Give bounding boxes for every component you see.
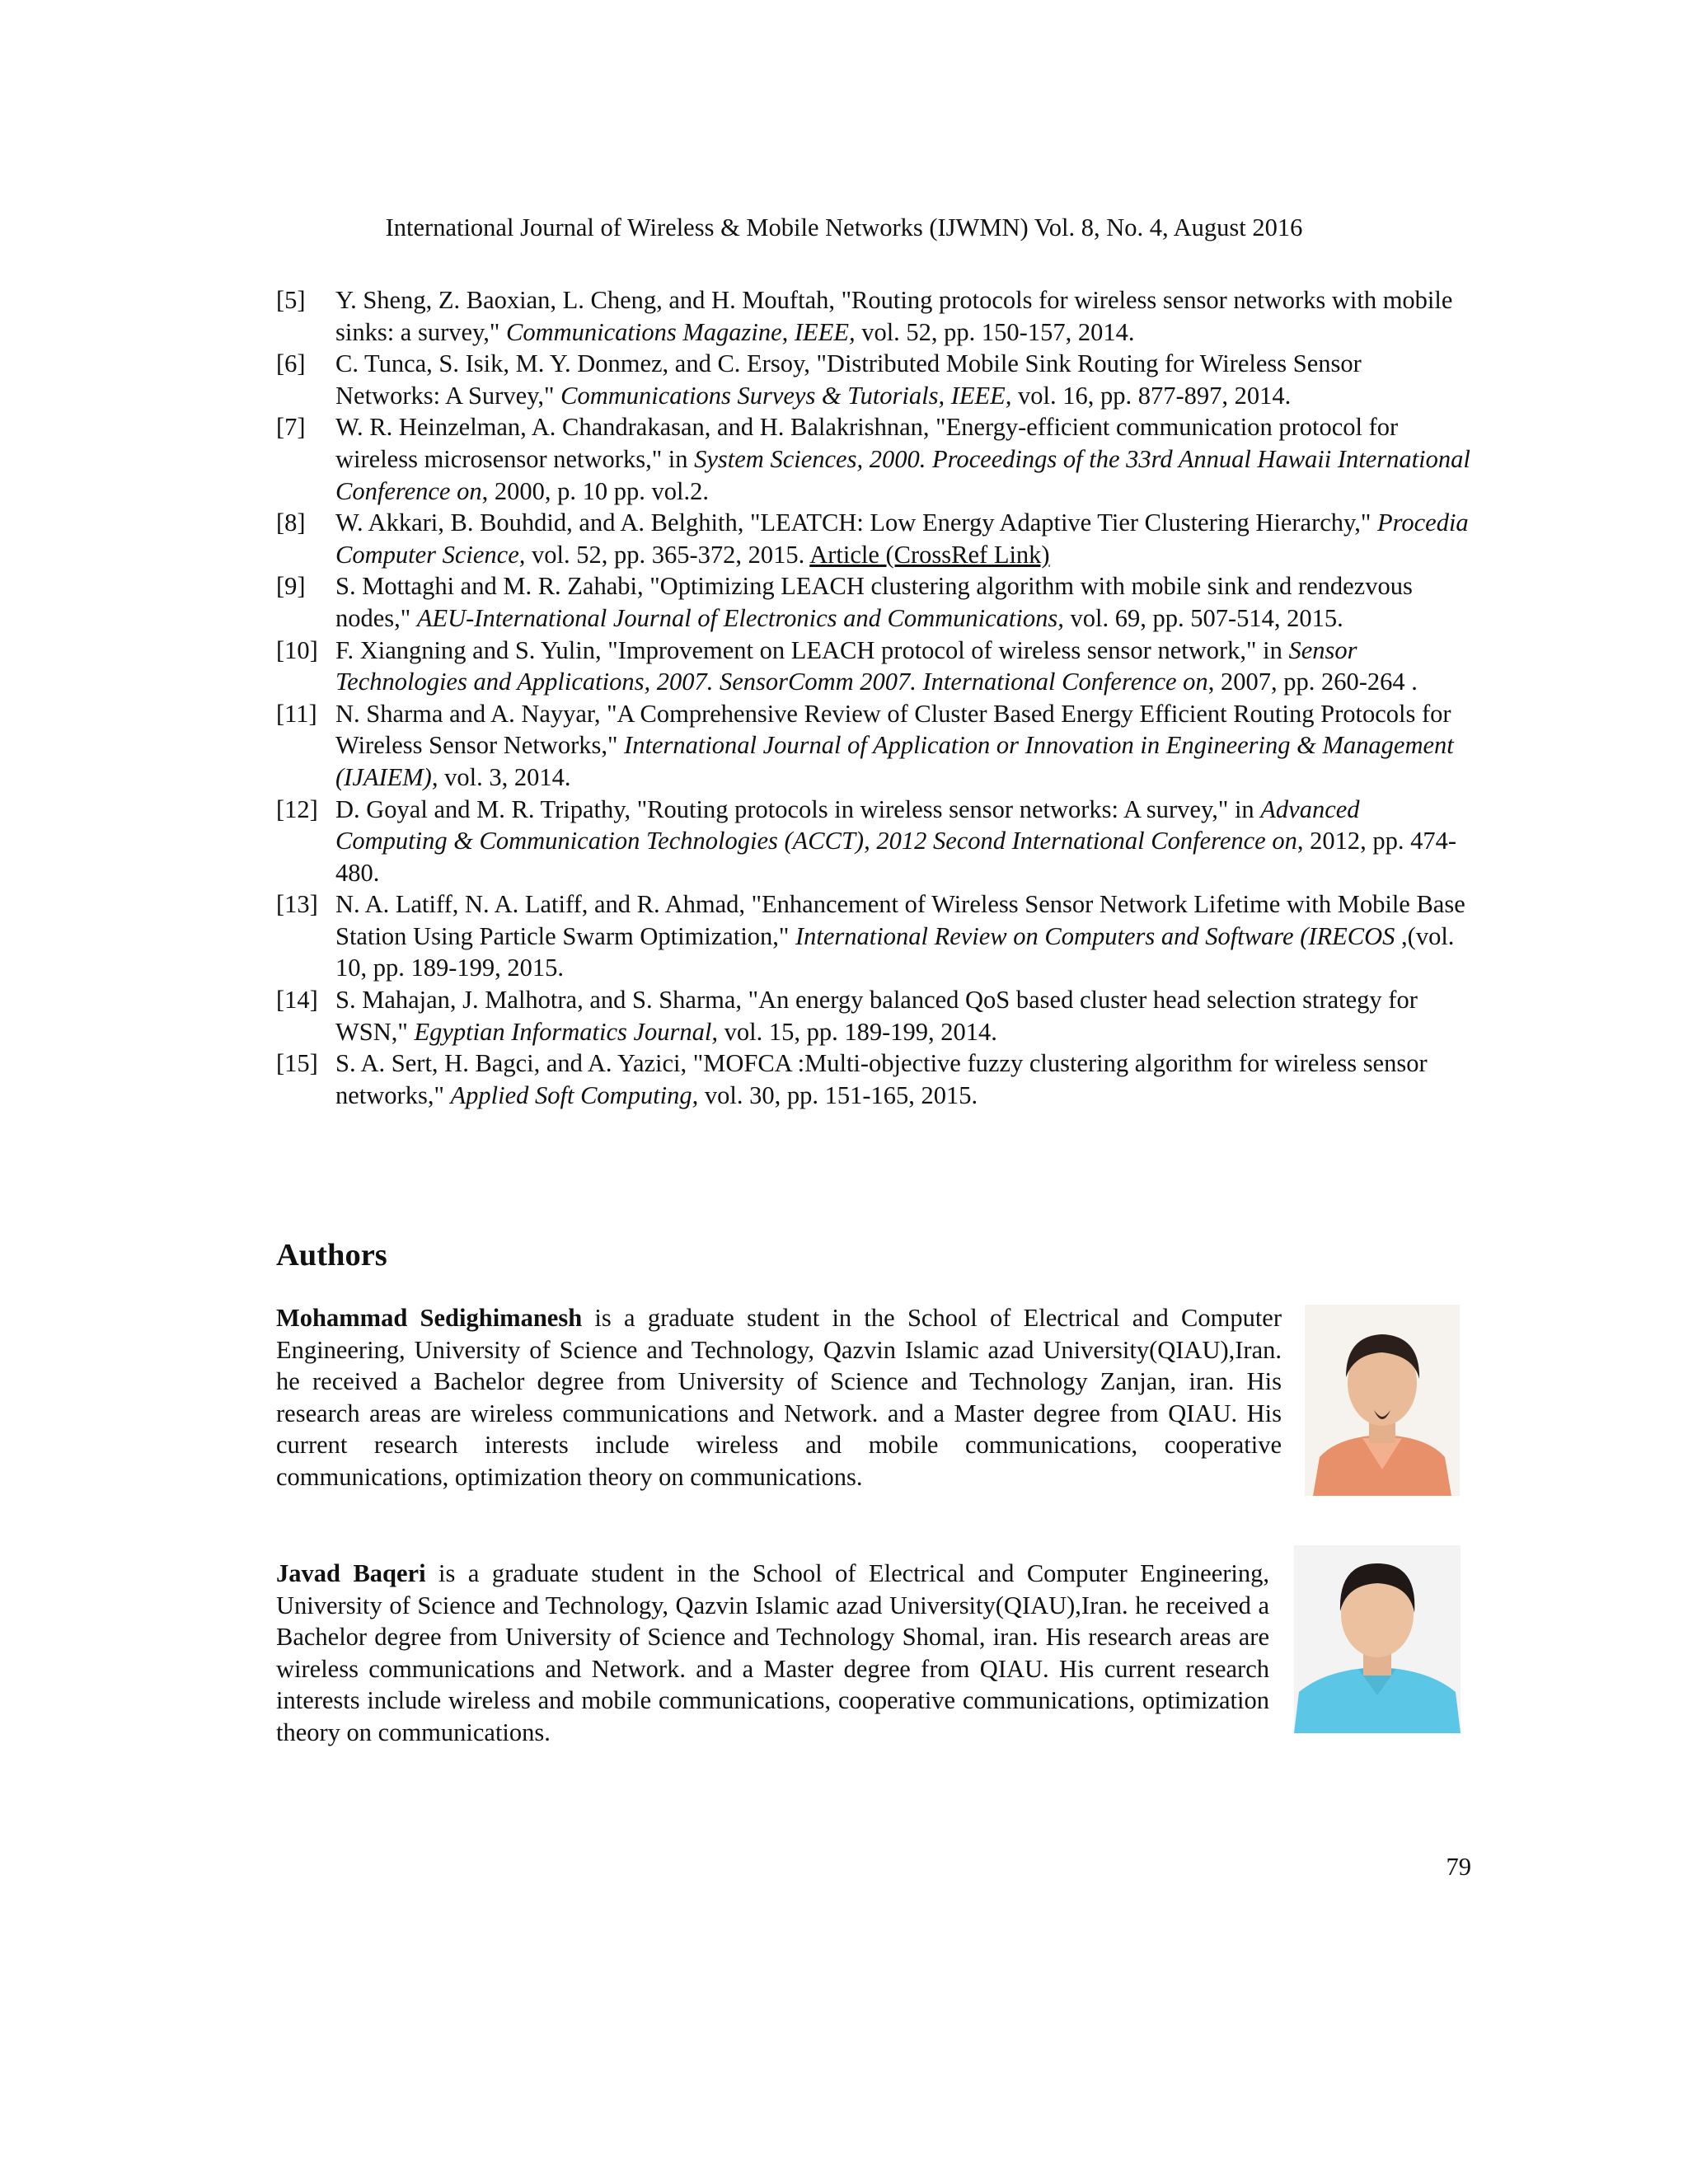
journal-header: International Journal of Wireless & Mobile Networks (IJWMN) Vol. 8, No. 4, August 2016 bbox=[385, 213, 1303, 241]
author-name: Mohammad Sedighimanesh bbox=[276, 1304, 583, 1332]
reference-item bbox=[276, 507, 1471, 570]
reference-venue: Procedia Computer Science, bbox=[335, 509, 1469, 569]
reference-item bbox=[276, 1047, 1471, 1111]
author-name: Javad Baqeri bbox=[276, 1559, 426, 1587]
author-bio-text: is a graduate student in the School of Electrical and Computer Engineering, University of Science and Technology, Qazvin Islamic azad University(QIAU),Iran. he received a Bachelor degree from University of Science and Technology Shomal, iran. His research areas are wireless communications and Network. and a Master degree from QIAU. His current research interests include wireless and mobile communications, cooperative communications, optimization theory on communications. bbox=[276, 1559, 1269, 1746]
portrait-illustration bbox=[1305, 1305, 1460, 1496]
reference-list bbox=[276, 284, 1471, 1111]
reference-item bbox=[276, 570, 1471, 634]
author-bio-2 bbox=[276, 1558, 1269, 1749]
reference-text: W. Akkari, B. Bouhdid, and A. Belghith, "LEATCH: Low Energy Adaptive Tier Clustering Hierarchy," Procedia Computer Science, vol. 52, pp. 365-372, 2015. Article (CrossRef Link) bbox=[335, 509, 1469, 569]
reference-text: S. Mahajan, J. Malhotra, and S. Sharma, "An energy balanced QoS based cluster head selection strategy for WSN," Egyptian Informatics Journal, vol. 15, pp. 189-199, 2014. bbox=[335, 986, 1418, 1046]
reference-venue: International Review on Computers and Software (IRECOS bbox=[795, 921, 1395, 950]
author-bio-1 bbox=[276, 1302, 1282, 1493]
reference-text: W. R. Heinzelman, A. Chandrakasan, and H. Balakrishnan, "Energy-efficient communication protocol for wireless microsensor networks," in System Sciences, 2000. Proceedings of the 33rd Annual Hawaii International Conference on, 2000, p. 10 pp. vol.2. bbox=[335, 413, 1470, 505]
crossref-link[interactable]: Article (CrossRef Link) bbox=[809, 540, 1050, 569]
reference-text: N. A. Latiff, N. A. Latiff, and R. Ahmad, "Enhancement of Wireless Sensor Network Lifetime with Mobile Base Station Using Particle Swarm Optimization," International Review on Computers and Software (IRECOS ,(vol. 10, pp. 189-199, 2015. bbox=[335, 890, 1465, 982]
reference-venue: Applied Soft Computing, bbox=[450, 1080, 699, 1109]
reference-number: [9] bbox=[276, 572, 306, 601]
portrait-illustration bbox=[1294, 1545, 1461, 1733]
reference-number: [11] bbox=[276, 699, 317, 728]
reference-item bbox=[276, 698, 1471, 794]
reference-venue: International Journal of Application or Innovation in Engineering & Management (IJAIEM), bbox=[335, 731, 1454, 791]
reference-item bbox=[276, 635, 1471, 698]
reference-number: [8] bbox=[276, 509, 306, 537]
page-number: 79 bbox=[1446, 1853, 1471, 1881]
reference-venue: Advanced Computing & Communication Technologies (ACCT), 2012 Second International Conference on bbox=[335, 794, 1360, 855]
reference-item bbox=[276, 984, 1471, 1047]
reference-number: [14] bbox=[276, 986, 318, 1015]
reference-item bbox=[276, 888, 1471, 984]
reference-venue: Communications Surveys & Tutorials, IEEE, bbox=[560, 381, 1012, 410]
reference-number: [6] bbox=[276, 349, 306, 378]
reference-venue: Communications Magazine, IEEE, bbox=[506, 317, 856, 346]
author-photo-1 bbox=[1305, 1305, 1460, 1496]
reference-item bbox=[276, 348, 1471, 411]
reference-text: D. Goyal and M. R. Tripathy, "Routing protocols in wireless sensor networks: A survey," in Advanced Computing & Communication Technologies (ACCT), 2012 Second International Conference on, 2012, pp. 474-480. bbox=[335, 794, 1456, 887]
reference-venue: AEU-International Journal of Electronics and Communications, bbox=[416, 603, 1064, 632]
reference-number: [12] bbox=[276, 794, 318, 823]
reference-venue: Egyptian Informatics Journal, bbox=[414, 1017, 718, 1046]
reference-venue: Sensor Technologies and Applications, 2007. SensorComm 2007. International Conference on bbox=[335, 635, 1357, 696]
reference-text: N. Sharma and A. Nayyar, "A Comprehensive Review of Cluster Based Energy Efficient Routing Protocols for Wireless Sensor Networks," International Journal of Application or Innovation in Engineering & Management (IJAIEM), vol. 3, 2014. bbox=[335, 699, 1454, 791]
reference-text: F. Xiangning and S. Yulin, "Improvement on LEACH protocol of wireless sensor network," in Sensor Technologies and Applications, 2007. SensorComm 2007. International Conference on, 2007, pp. 260-264 . bbox=[335, 635, 1418, 696]
reference-text: S. Mottaghi and M. R. Zahabi, "Optimizing LEACH clustering algorithm with mobile sink and rendezvous nodes," AEU-International Journal of Electronics and Communications, vol. 69, pp. 507-514, 2015. bbox=[335, 572, 1413, 632]
reference-item bbox=[276, 794, 1471, 889]
reference-item bbox=[276, 411, 1471, 507]
reference-number: [10] bbox=[276, 635, 318, 664]
author-bio-text: is a graduate student in the School of Electrical and Computer Engineering, University of Science and Technology, Qazvin Islamic azad University(QIAU),Iran. he received a Bachelor degree from University of Science and Technology Zanjan, iran. His research areas are wireless communications and Network. and a Master degree from QIAU. His current research interests include wireless and mobile communications, cooperative communications, optimization theory on communications. bbox=[276, 1304, 1282, 1491]
reference-text: C. Tunca, S. Isik, M. Y. Donmez, and C. Ersoy, "Distributed Mobile Sink Routing for Wireless Sensor Networks: A Survey," Communications Surveys & Tutorials, IEEE, vol. 16, pp. 877-897, 2014. bbox=[335, 349, 1362, 410]
reference-number: [13] bbox=[276, 890, 318, 919]
reference-text: Y. Sheng, Z. Baoxian, L. Cheng, and H. Mouftah, "Routing protocols for wireless sensor networks with mobile sinks: a survey," Communications Magazine, IEEE, vol. 52, pp. 150-157, 2014. bbox=[335, 286, 1453, 346]
reference-text: S. A. Sert, H. Bagci, and A. Yazici, "MOFCA :Multi-objective fuzzy clustering algorithm for wireless sensor networks," Applied Soft Computing, vol. 30, pp. 151-165, 2015. bbox=[335, 1049, 1428, 1109]
author-photo-2 bbox=[1294, 1545, 1461, 1733]
reference-number: [15] bbox=[276, 1049, 318, 1078]
reference-number: [5] bbox=[276, 286, 306, 314]
reference-venue: System Sciences, 2000. Proceedings of the 33rd Annual Hawaii International Conference on bbox=[335, 444, 1470, 505]
reference-number: [7] bbox=[276, 413, 306, 442]
authors-heading: Authors bbox=[276, 1238, 387, 1272]
reference-item bbox=[276, 284, 1471, 348]
